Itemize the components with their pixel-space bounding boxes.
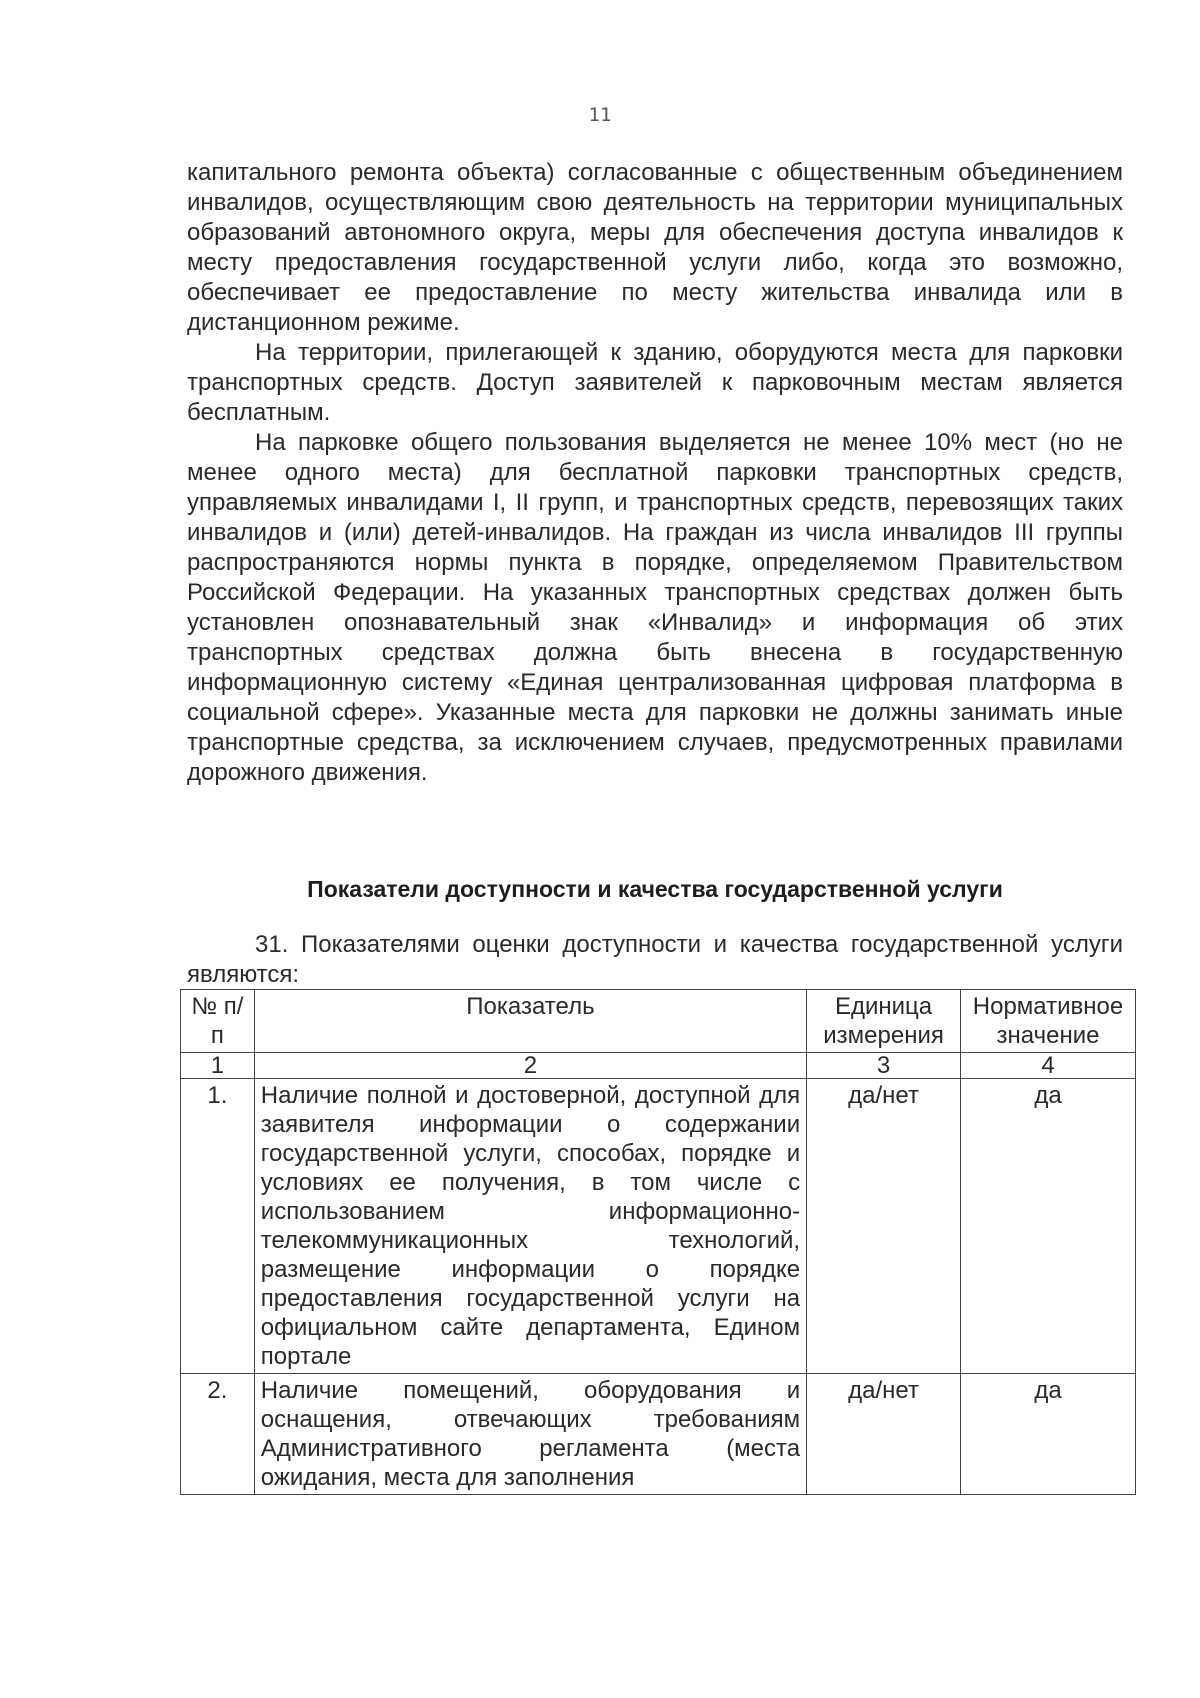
header-norm: Нормативное значение bbox=[961, 990, 1136, 1053]
table-row bbox=[181, 1079, 1136, 1374]
row-unit: да/нет bbox=[807, 1079, 961, 1374]
index-cell: 4 bbox=[961, 1053, 1136, 1079]
indicators-table bbox=[180, 989, 1136, 1495]
index-cell: 2 bbox=[254, 1053, 806, 1079]
clause-31: 31. Показателями оценки доступности и качества государственной услуги являются: bbox=[187, 931, 1123, 988]
index-cell: 1 bbox=[181, 1053, 255, 1079]
table-header-row bbox=[181, 990, 1136, 1053]
header-unit: Единица измерения bbox=[807, 990, 961, 1053]
row-num: 2. bbox=[181, 1374, 255, 1495]
table-row bbox=[181, 1374, 1136, 1495]
row-norm: да bbox=[961, 1374, 1136, 1495]
paragraph-accessibility-measures: капитального ремонта объекта) согласованные с общественным объединением инвалидов, осуществляющим свою деятельность на территории муниципальных образований автономного округа, меры для обеспечения доступа инвалидов к месту предоставления государственной услуги либо, когда это возможно, обеспечивает ее предоставление по месту жительства инвалида или в дистанционном режиме. bbox=[187, 159, 1123, 336]
index-cell: 3 bbox=[807, 1053, 961, 1079]
page-number: 11 bbox=[588, 104, 612, 126]
header-num: № п/п bbox=[181, 990, 255, 1053]
paragraph-parking-area: На территории, прилегающей к зданию, оборудуются места для парковки транспортных средств. Доступ заявителей к парковочным местам является бесплатным. bbox=[187, 339, 1123, 426]
row-indicator: Наличие полной и достоверной, доступной для заявителя информации о содержании государственной услуги, способах, порядке и условиях ее получения, в том числе с использованием информационно-телекоммуникационных технологий, размещение информации о порядке предоставления государственной услуги на официальном сайте департамента, Едином портале bbox=[254, 1079, 806, 1374]
paragraph-disabled-parking: На парковке общего пользования выделяется не менее 10% мест (но не менее одного места) для бесплатной парковки транспортных средств, управляемых инвалидами I, II групп, и транспортных средств, перевозящих таких инвалидов и (или) детей-инвалидов. На граждан из числа инвалидов III группы распространяются нормы пункта в порядке, определяемом Правительством Российской Федерации. На указанных транспортных средствах должен быть установлен опознавательный знак «Инвалид» и информация об этих транспортных средствах должна быть внесена в государственную информационную систему «Единая централизованная цифровая платформа в социальной сфере». Указанные места для парковки не должны занимать иные транспортные средства, за исключением случаев, предусмотренных правилами дорожного движения. bbox=[187, 429, 1123, 786]
row-num: 1. bbox=[181, 1079, 255, 1374]
row-norm: да bbox=[961, 1079, 1136, 1374]
row-indicator: Наличие помещений, оборудования и оснащения, отвечающих требованиям Административного регламента (места ожидания, места для заполнения bbox=[254, 1374, 806, 1495]
section-heading: Показатели доступности и качества государственной услуги bbox=[307, 876, 1003, 902]
table-index-row bbox=[181, 1053, 1136, 1079]
header-name: Показатель bbox=[254, 990, 806, 1053]
body-text bbox=[187, 158, 1123, 788]
row-unit: да/нет bbox=[807, 1374, 961, 1495]
